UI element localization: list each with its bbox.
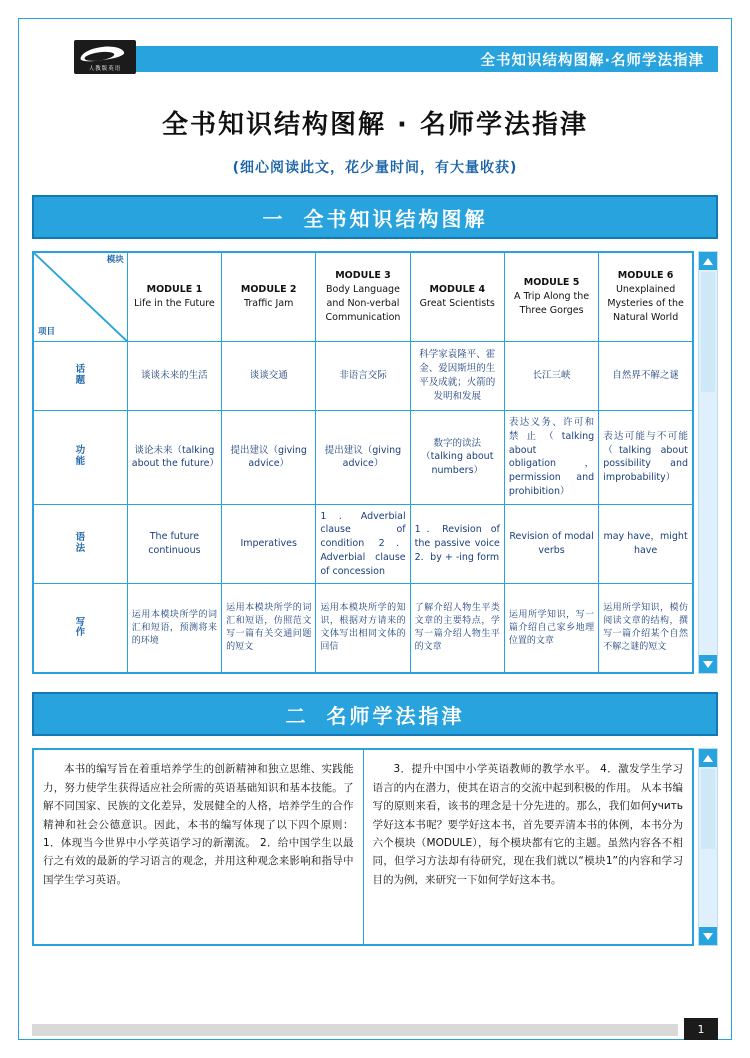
page-number: 1 (684, 1018, 718, 1040)
table-row (33, 411, 693, 505)
row-label-writing (33, 584, 127, 674)
corner-label-items: 项目 (38, 327, 56, 338)
table-cell: 表达可能与不可能（talking about possibility and improbability） (599, 411, 693, 505)
row-label-char-1: 写 (75, 616, 86, 628)
page-footer (32, 1018, 718, 1040)
table-col-header (599, 252, 693, 342)
table-cell: 提出建议（giving advice） (222, 411, 316, 505)
table-scrollbar[interactable] (698, 251, 718, 674)
scroll-down-arrow-icon[interactable] (699, 655, 717, 673)
scroll-down-arrow-icon[interactable] (699, 927, 717, 945)
guide-column-left (34, 750, 364, 944)
page-content (32, 30, 718, 1028)
scroll-up-arrow-icon[interactable] (699, 749, 717, 767)
table-col-header (222, 252, 316, 342)
table-cell: 谈论未来（talking about the future） (127, 411, 221, 505)
row-label-topic (33, 342, 127, 411)
table-cell: 谈谈未来的生活 (127, 342, 221, 411)
table-corner-cell (33, 252, 127, 342)
scrollbar-thumb[interactable] (701, 272, 715, 392)
guide-scrollbar[interactable] (698, 748, 718, 946)
module-code: MODULE 6 (617, 270, 674, 282)
module-code: MODULE 5 (523, 277, 580, 289)
section-banner-1 (32, 195, 718, 239)
table-cell: 谈谈交通 (222, 342, 316, 411)
structure-table-wrap (32, 251, 718, 674)
table-cell: 运用本模块所学的词汇和短语，仿照范文写一篇有关交通问题的短文 (222, 584, 316, 674)
table-cell: 表达义务、许可和禁止（talking about obligation，permission and prohibition） (504, 411, 598, 505)
section-banner-2 (32, 692, 718, 736)
row-label-char-1: 功 (75, 445, 86, 457)
row-label-char-2: 作 (75, 627, 86, 639)
section-2-label: 名师学法指津 (326, 703, 465, 728)
table-row (33, 584, 693, 674)
table-cell: may have，might have (599, 504, 693, 584)
guide-text-left: 本书的编写旨在着重培养学生的创新精神和独立思维、实践能力，努力使学生获得适应社会所需的英语基础知识和基本技能。了解不同国家、民族的文化差异，发展健全的人格，培养学生的合作精神和社会公德意识。因此，本书的编写体现了以下四个原则： 1．体现当今世界中小学英语学习的新潮流。 2．给中国学生以最行之有效的最新的学习语言的观念，并用这种观念来影响和指导中国学生学习英语。 (43, 763, 354, 886)
module-name: Unexplained Mysteries of the Natural World (607, 284, 684, 323)
table-header-row (33, 252, 693, 342)
table-col-header (504, 252, 598, 342)
module-code: MODULE 4 (429, 284, 486, 296)
logo-text: 人教版英语 (88, 66, 122, 72)
table-col-header (127, 252, 221, 342)
table-cell: Imperatives (222, 504, 316, 584)
table-cell: 运用所学知识，写一篇介绍自己家乡地理位置的文章 (504, 584, 598, 674)
module-code: MODULE 2 (240, 284, 297, 296)
footer-bar (32, 1024, 678, 1036)
guide-text-right: 3．提升中国中小学英语教师的教学水平。 4．激发学生学习语言的内在潜力，使其在语言的交流中起到积极的作用。 从本书编写的原则来看，该书的理念是十分先进的。那么，我们如何учить学好这本书呢？要学好这本书，首先要弄清本书的体例，本书分为六个模块（MODULE），每个模块都有它的主题。虽然内容各不相同，但学习方法却有待研究，现在我们就以“模块1”的内容和学习目的为例，来研究一下如何学好这本书。 (372, 763, 683, 886)
table-cell: 1．Adverbial clause of condition 2．Adverbial clause of concession (316, 504, 410, 584)
table-col-header (316, 252, 410, 342)
guide-wrap (32, 748, 718, 946)
header-title: 全书知识结构图解·名师学法指津 (480, 53, 704, 69)
module-name: Great Scientists (419, 298, 495, 309)
row-label-char-1: 话 (75, 364, 86, 376)
table-cell: The future continuous (127, 504, 221, 584)
publisher-logo-icon (74, 40, 136, 74)
module-code: MODULE 3 (335, 270, 391, 282)
table-cell: 运用本模块所学的词汇和短语，预测将来的环境 (127, 584, 221, 674)
row-label-function (33, 411, 127, 505)
row-label-char-2: 题 (75, 375, 86, 386)
table-cell: 自然界不解之谜 (599, 342, 693, 411)
module-code: MODULE 1 (146, 284, 203, 296)
table-row (33, 504, 693, 584)
table-cell: Revision of modal verbs (504, 504, 598, 584)
knowledge-structure-table (32, 251, 694, 674)
table-cell: 非语言交际 (316, 342, 410, 411)
table-cell: 长江三峡 (504, 342, 598, 411)
page-header (32, 34, 718, 74)
section-1-number: 一 (262, 206, 286, 231)
page-title: 全书知识结构图解 · 名师学法指津 (162, 110, 588, 140)
table-col-header (410, 252, 504, 342)
row-label-char-2: 法 (75, 543, 86, 554)
scrollbar-thumb[interactable] (701, 769, 715, 849)
scroll-up-arrow-icon[interactable] (699, 252, 717, 270)
table-cell: 提出建议（giving advice） (316, 411, 410, 505)
corner-label-modules: 模块 (106, 255, 124, 265)
row-label-grammar (33, 504, 127, 584)
table-cell: 数字的读法（talking about numbers） (410, 411, 504, 505)
row-label-char-1: 语 (75, 532, 86, 544)
table-cell: 运用本模块所学的知识，根据对方请来的文体写出相同文体的回信 (316, 584, 410, 674)
table-cell: 了解介绍人物生平类文章的主要特点，学写一篇介绍人物生平的文章 (410, 584, 504, 674)
table-cell: 科学家袁隆平、霍金、爱因斯坦的生平及成就；火箭的发明和发展 (410, 342, 504, 411)
module-name: Traffic Jam (243, 298, 294, 309)
table-row (33, 342, 693, 411)
guide-column-right (364, 750, 693, 944)
section-2-number: 二 (285, 703, 309, 728)
section-1-label: 全书知识结构图解 (303, 206, 488, 231)
table-cell: 1．Revision of the passive voice 2．by + -ing form (410, 504, 504, 584)
row-label-char-2: 能 (75, 456, 86, 468)
guide-text-box (32, 748, 694, 946)
module-name: A Trip Along the Three Gorges (513, 291, 590, 316)
table-cell: 运用所学知识，模仿阅读文章的结构，撰写一篇介绍某个自然不解之谜的短文 (599, 584, 693, 674)
module-name: Body Language and Non-verbal Communication (325, 284, 401, 323)
module-name: Life in the Future (134, 298, 215, 309)
page-subtitle: (细心阅读此文，花少量时间，有大量收获) (232, 160, 518, 176)
